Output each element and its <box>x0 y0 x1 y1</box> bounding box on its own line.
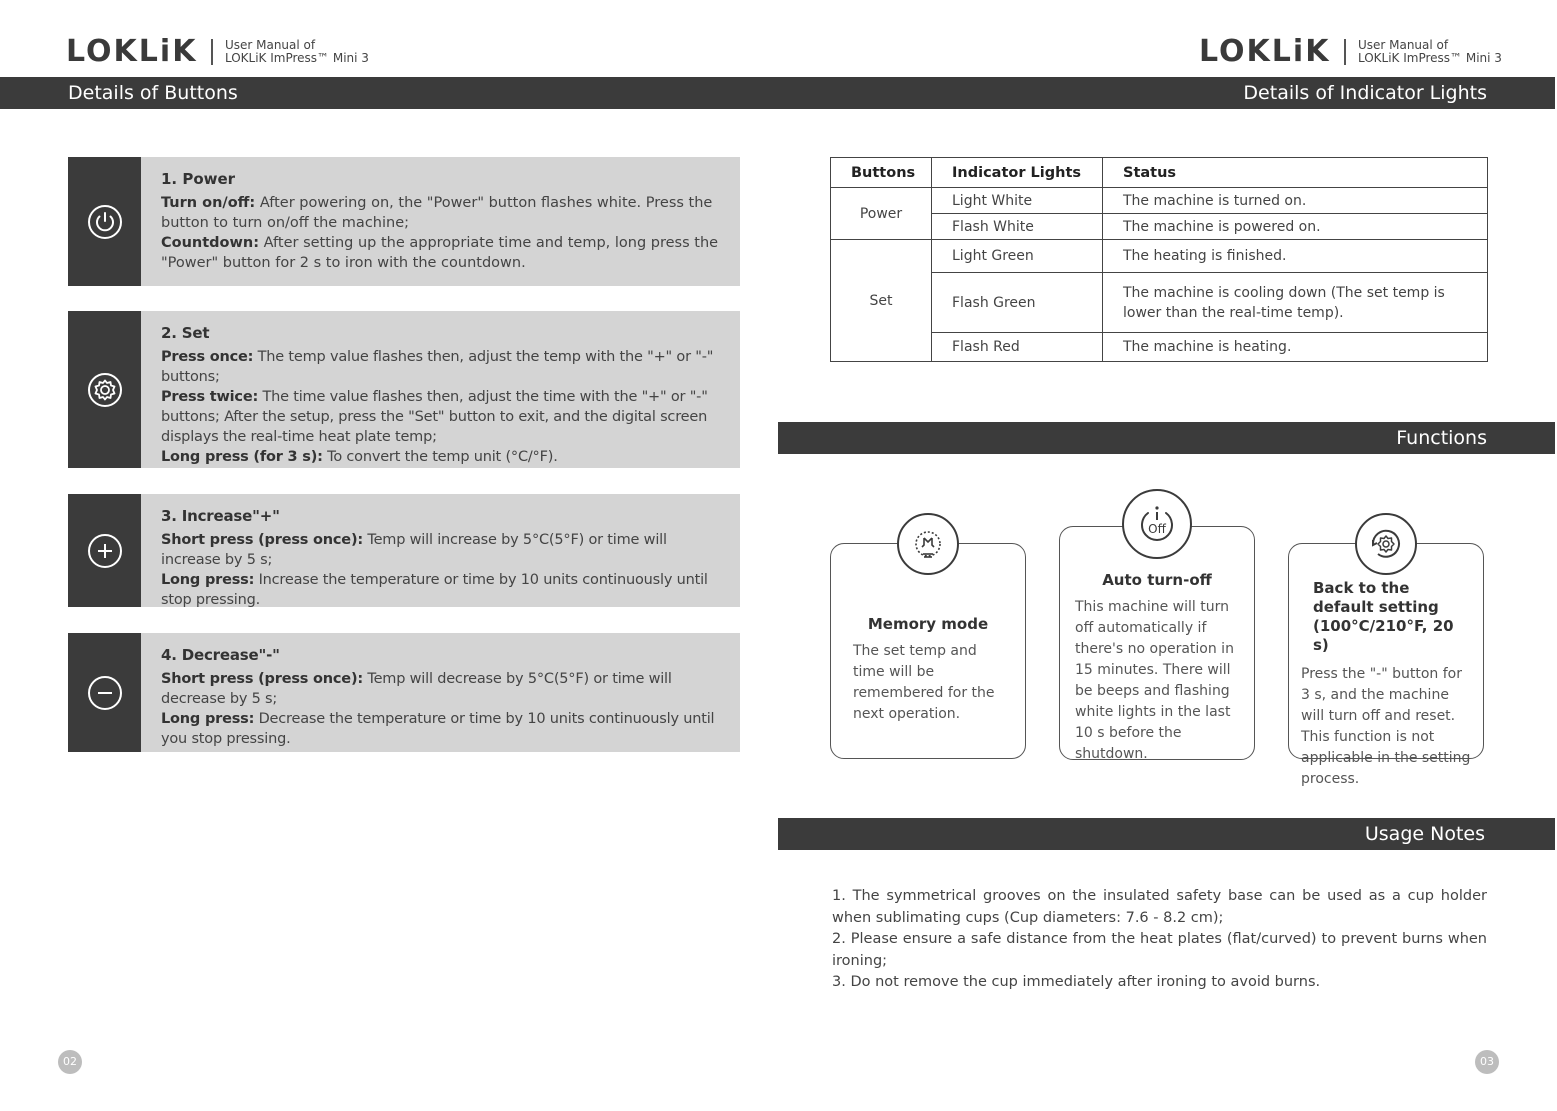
status-cell: The machine is cooling down (The set temp is lower than the real-time temp). <box>1103 273 1488 333</box>
table-row <box>831 240 1488 273</box>
line-text: The time value flashes then, adjust the time with the "+" or "-" buttons; After the setup, press the "Set" button to exit, and the digital screen displays the real-time heat plate temp; <box>161 389 708 445</box>
section-bar-buttons <box>0 77 778 109</box>
light-cell: Light White <box>932 188 1103 214</box>
button-title: 4. Decrease"-" <box>161 646 280 664</box>
list-item: 2. Please ensure a safe distance from the heat plates (flat/curved) to prevent burns when ironing; <box>832 931 1487 969</box>
description-line <box>161 347 722 387</box>
line-text: Temp will increase by 5°C(5°F) or time will increase by 5 s; <box>161 532 667 568</box>
logo-divider <box>211 39 213 65</box>
button-title: 3. Increase"+" <box>161 507 280 525</box>
light-cell: Light Green <box>932 240 1103 273</box>
logo-divider <box>1344 39 1346 65</box>
brand-header-right <box>1199 34 1502 69</box>
section-title: Functions <box>1396 427 1487 449</box>
description-line <box>161 233 722 273</box>
card-title: Auto turn-off <box>1102 571 1212 589</box>
button-title: 1. Power <box>161 170 236 188</box>
function-card-reset <box>1288 543 1484 787</box>
function-card-auto-off <box>1059 522 1255 762</box>
plus-icon <box>87 533 123 569</box>
reset-icon <box>1355 513 1417 575</box>
indicator-lights-table <box>830 157 1488 362</box>
description-line <box>161 193 722 233</box>
line-text: After powering on, the "Power" button flashes white. Press the button to turn on/off the machine; <box>161 195 713 231</box>
power-icon <box>87 204 123 240</box>
minus-icon <box>87 675 123 711</box>
light-cell: Flash White <box>932 214 1103 240</box>
card-body: Press the "-" button for 3 s, and the machine will turn off and reset. This function is not applicable in the setting process. <box>1301 666 1471 787</box>
line-text: Decrease the temperature or time by 10 units continuously until you stop pressing. <box>161 711 715 747</box>
button-description <box>141 311 740 468</box>
manual-subtitle <box>1358 39 1502 65</box>
auto-off-icon <box>1122 489 1192 559</box>
memory-chip-icon <box>897 513 959 575</box>
list-item: 3. Do not remove the cup immediately after ironing to avoid burns. <box>832 974 1321 990</box>
line-label: Short press (press once): <box>161 671 363 687</box>
line-label: Long press (for 3 s): <box>161 449 323 465</box>
button-detail-increase <box>68 494 740 607</box>
section-bar-indicator-lights <box>778 77 1555 109</box>
button-cell: Set <box>831 240 932 362</box>
button-detail-decrease <box>68 633 740 752</box>
brand-header-left <box>66 34 369 69</box>
status-cell: The machine is heating. <box>1103 333 1488 362</box>
line-text: The temp value flashes then, adjust the temp with the "+" or "-" buttons; <box>161 349 714 385</box>
table-row <box>831 188 1488 214</box>
status-cell: The machine is turned on. <box>1103 188 1488 214</box>
light-cell: Flash Red <box>932 333 1103 362</box>
manual-subtitle <box>225 39 369 65</box>
button-description <box>141 157 740 286</box>
line-label: Turn on/off: <box>161 195 256 211</box>
button-icon-panel <box>68 494 141 607</box>
auto-off-icon-label: Off <box>1148 522 1166 536</box>
section-title: Usage Notes <box>1364 823 1485 845</box>
section-title: Details of Indicator Lights <box>1243 82 1487 104</box>
button-description <box>141 494 740 607</box>
gear-icon <box>87 372 123 408</box>
line-text: To convert the temp unit (°C/°F). <box>322 449 558 465</box>
card-title: Back to the default setting (100°C/210°F, 20 s) <box>1313 579 1454 654</box>
line-label: Long press: <box>161 711 255 727</box>
status-cell: The heating is finished. <box>1103 240 1488 273</box>
section-bar-functions <box>778 422 1555 454</box>
button-icon-panel <box>68 157 141 286</box>
button-cell: Power <box>831 188 932 240</box>
section-title: Details of Buttons <box>68 82 238 104</box>
card-title: Memory mode <box>867 615 989 633</box>
function-card-memory <box>830 543 1026 759</box>
brand-logo: LOKLiK <box>66 34 198 69</box>
description-line <box>161 447 722 467</box>
page-number-left: 02 <box>58 1050 82 1074</box>
brand-logo: LOKLiK <box>1199 34 1331 69</box>
table-header-row <box>831 158 1488 188</box>
subtitle-line-1: User Manual of <box>224 37 316 52</box>
button-icon-panel <box>68 311 141 468</box>
subtitle-line-2: LOKLiK ImPress™ Mini 3 <box>224 50 369 65</box>
button-icon-panel <box>68 633 141 752</box>
button-detail-power <box>68 157 740 286</box>
column-header: Indicator Lights <box>932 158 1103 188</box>
description-line <box>161 570 722 610</box>
line-text: After setting up the appropriate time and temp, long press the "Power" button for 2 s to iron with the countdown. <box>161 235 719 271</box>
line-label: Press twice: <box>161 389 259 405</box>
subtitle-line-1: User Manual of <box>1357 37 1449 52</box>
line-label: Countdown: <box>161 235 260 251</box>
button-title: 2. Set <box>161 324 210 342</box>
button-detail-set <box>68 311 740 468</box>
line-text: Increase the temperature or time by 10 units continuously until stop pressing. <box>161 572 708 608</box>
description-line <box>161 387 722 447</box>
line-label: Press once: <box>161 349 254 365</box>
column-header: Status <box>1103 158 1488 188</box>
description-line <box>161 709 722 749</box>
description-line <box>161 669 722 709</box>
subtitle-line-2: LOKLiK ImPress™ Mini 3 <box>1357 50 1502 65</box>
status-cell: The machine is powered on. <box>1103 214 1488 240</box>
list-item: 1. The symmetrical grooves on the insulated safety base can be used as a cup holder when sublimating cups (Cup diameters: 7.6 - 8.2 cm); <box>832 888 1487 926</box>
description-line <box>161 530 722 570</box>
page-number-right: 03 <box>1475 1050 1499 1074</box>
line-label: Long press: <box>161 572 255 588</box>
column-header: Buttons <box>831 158 932 188</box>
card-body: The set temp and time will be remembered for the next operation. <box>853 643 995 722</box>
usage-notes-list <box>832 886 1487 994</box>
button-description <box>141 633 740 752</box>
light-cell: Flash Green <box>932 273 1103 333</box>
section-bar-usage-notes <box>778 818 1555 850</box>
line-text: Temp will decrease by 5°C(5°F) or time will decrease by 5 s; <box>161 671 672 707</box>
line-label: Short press (press once): <box>161 532 363 548</box>
card-body: This machine will turn off automatically if there's no operation in 15 minutes. There will be beeps and flashing white lights in the last 10 s before the shutdown. <box>1075 599 1234 762</box>
